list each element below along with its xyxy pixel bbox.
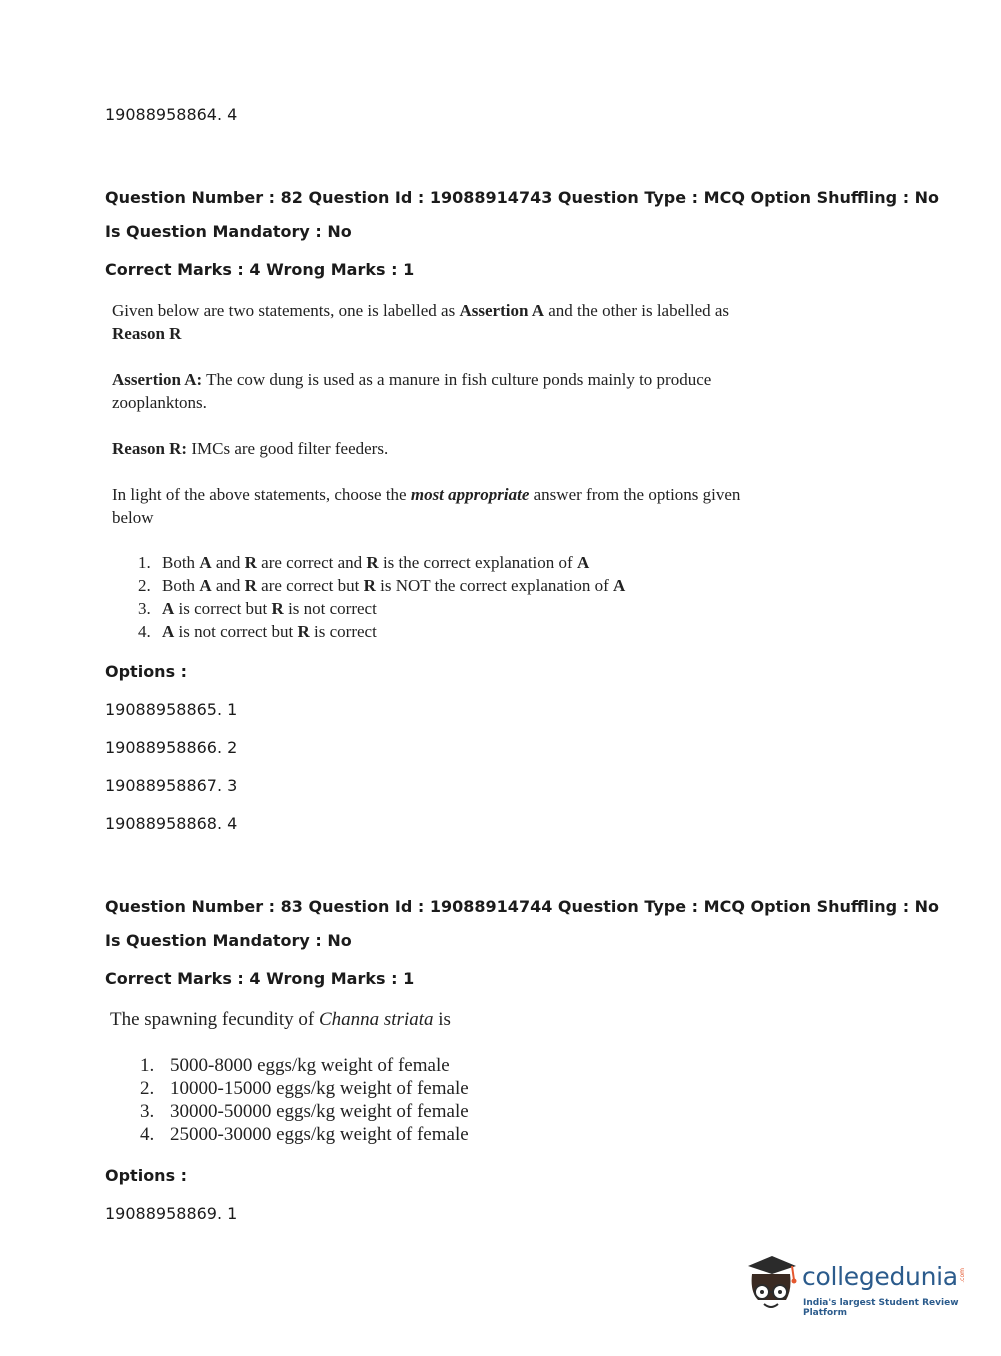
question-stem: The spawning fecundity of Channa striata is (110, 1009, 451, 1030)
answer-choice: 3. 30000-50000 eggs/kg weight of female (140, 1101, 469, 1122)
options-label: Options : (105, 1166, 188, 1185)
reason-line: Reason R: IMCs are good filter feeders. (112, 439, 389, 458)
option-item: 19088958869. 1 (105, 1204, 238, 1223)
answer-choice: 4. A is not correct but R is correct (138, 622, 377, 641)
answer-choice: 3. A is correct but R is not correct (138, 599, 377, 618)
instruction-line2: below (112, 508, 154, 527)
question-mandatory: Is Question Mandatory : No (105, 222, 352, 241)
answer-choice: 2. 10000-15000 eggs/kg weight of female (140, 1078, 469, 1099)
answer-choice: 2. Both A and R are correct but R is NOT the correct explanation of A (138, 576, 626, 595)
question-mandatory: Is Question Mandatory : No (105, 931, 352, 950)
answer-choices (138, 551, 625, 643)
answer-choices (140, 1054, 469, 1146)
question-intro-line1: Given below are two statements, one is labelled as Assertion A and the other is labelled as (112, 301, 730, 320)
question-header: Question Number : 82 Question Id : 19088914743 Question Type : MCQ Option Shuffling : No (105, 188, 940, 207)
option-item: 19088958868. 4 (105, 814, 238, 833)
question-intro-line2: Reason R (112, 324, 182, 343)
brand-suffix: .com (959, 1268, 966, 1283)
question-marks: Correct Marks : 4 Wrong Marks : 1 (105, 969, 415, 988)
answer-choice: 1. Both A and R are correct and R is the correct explanation of A (138, 553, 590, 572)
option-item: 19088958866. 2 (105, 738, 238, 757)
assertion-line2: zooplanktons. (112, 393, 207, 412)
options-label: Options : (105, 662, 188, 681)
student-mascot-icon (742, 1252, 800, 1314)
brand-tagline: India's largest Student Review Platform (803, 1298, 959, 1318)
prev-option: 19088958864. 4 (105, 105, 238, 124)
brand-name: collegedunia (802, 1262, 958, 1291)
option-item: 19088958865. 1 (105, 700, 238, 719)
question-header: Question Number : 83 Question Id : 19088914744 Question Type : MCQ Option Shuffling : No (105, 897, 940, 916)
collegedunia-logo[interactable] (742, 1248, 972, 1318)
answer-choice: 4. 25000-30000 eggs/kg weight of female (140, 1124, 469, 1145)
option-item: 19088958867. 3 (105, 776, 238, 795)
instruction-line1: In light of the above statements, choose the most appropriate answer from the options given (112, 485, 741, 504)
assertion-line1: Assertion A: The cow dung is used as a manure in fish culture ponds mainly to produce (112, 370, 712, 389)
question-marks: Correct Marks : 4 Wrong Marks : 1 (105, 260, 415, 279)
answer-choice: 1. 5000-8000 eggs/kg weight of female (140, 1055, 450, 1076)
